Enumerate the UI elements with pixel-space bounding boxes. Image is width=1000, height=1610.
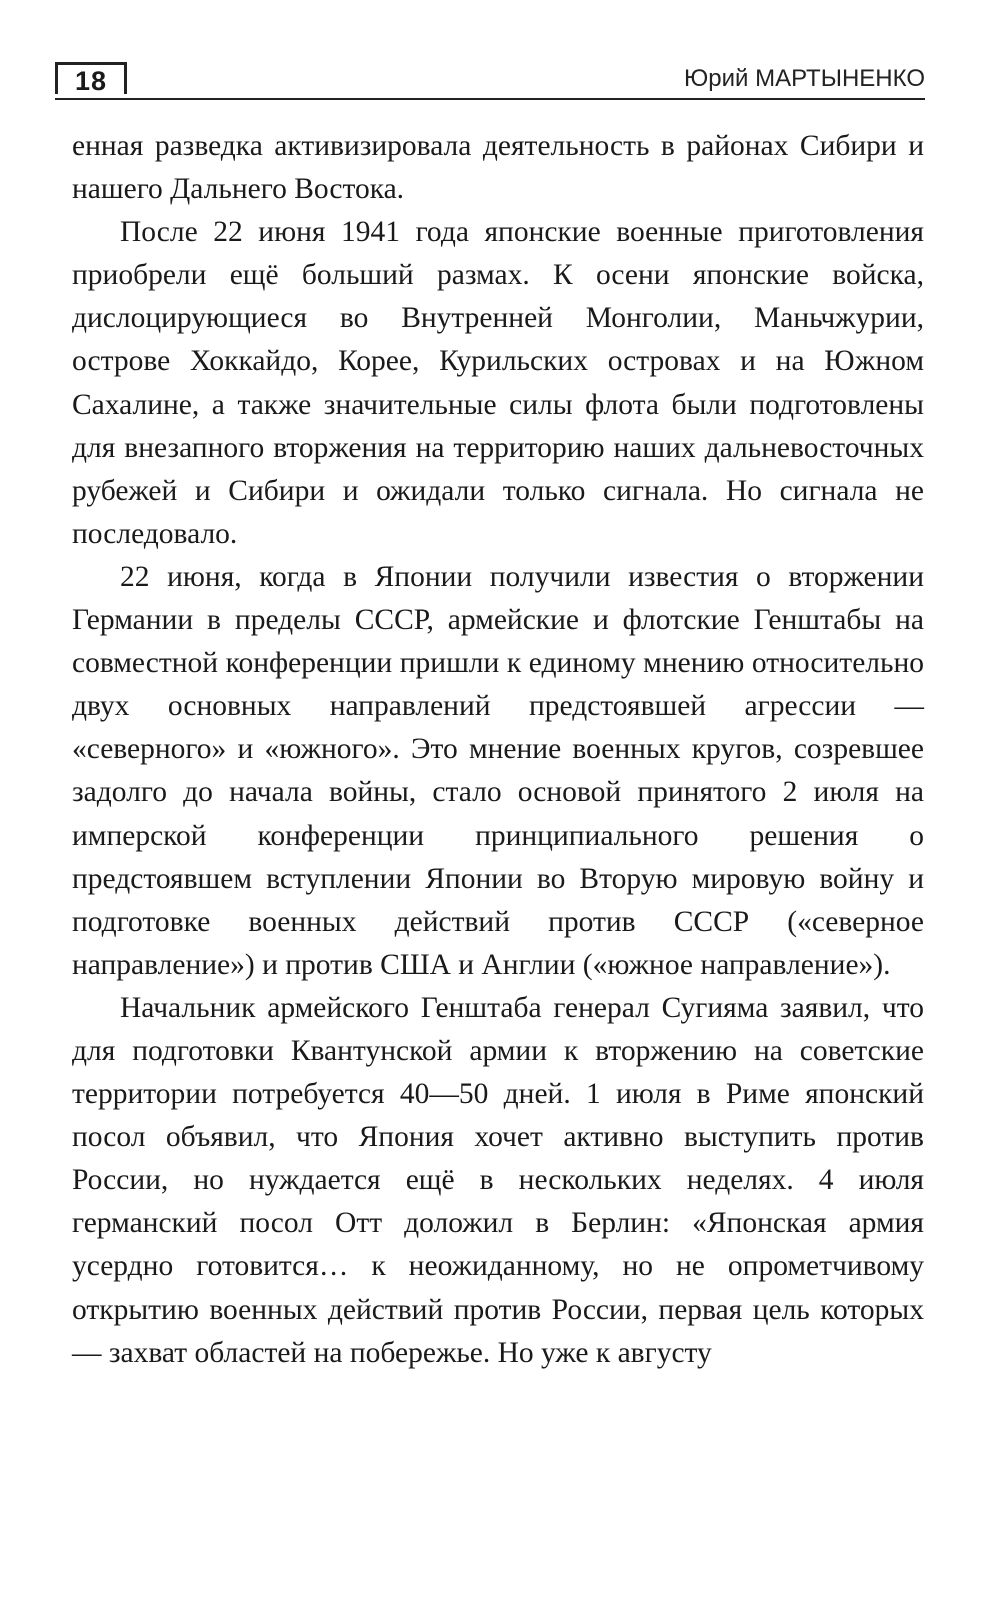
paragraph: После 22 июня 1941 года японские военные приготовления приобрели ещё больший размах. К осени японские войска, дислоцирующиеся во Внутренней Монголии, Маньчжурии, острове Хоккайдо, Корее, Курильских островах и на Южном Сахалине, а также значительные силы флота были подготовлены для внезапного вторжения на территорию наших дальневосточных рубежей и Сибири и ожидали только сигнала. Но сигнала не последовало. (72, 216, 924, 550)
author-name: Юрий МАРТЫНЕНКО (684, 65, 925, 92)
page-number: 18 (55, 62, 127, 94)
paragraph: 22 июня, когда в Японии получили известия о вторжении Германии в пределы СССР, армейские и флотские Генштабы на совместной конференции пришли к единому мнению относительно двух основных направлений предстоявшей агрессии — «северного» и «южного». Это мнение военных кругов, созревшее задолго до начала войны, стало основой принятого 2 июля на имперской конференции принципиального решения о предстоявшем вступлении Японии во Вторую мировую войну и подготовке военных действий против СССР («северное направление») и против США и Англии («южное направление»). (72, 560, 924, 981)
running-header (55, 58, 925, 100)
body-text (72, 125, 924, 1375)
paragraph: енная разведка активизировала деятельность в районах Сибири и нашего Дальнего Востока. (72, 130, 924, 206)
paragraph: Начальник армейского Генштаба генерал Сугияма заявил, что для подготовки Квантунской армии к вторжению на советские территории потребуется 40—50 дней. 1 июля в Риме японский посол объявил, что Япония хочет активно выступить против России, но нуждается ещё в нескольких неделях. 4 июля германский посол Отт доложил в Берлин: «Японская армия усердно готовится… к неожиданному, но не опрометчивому открытию военных действий против России, первая цель которых — захват областей на побережье. Но уже к августу (72, 991, 924, 1369)
